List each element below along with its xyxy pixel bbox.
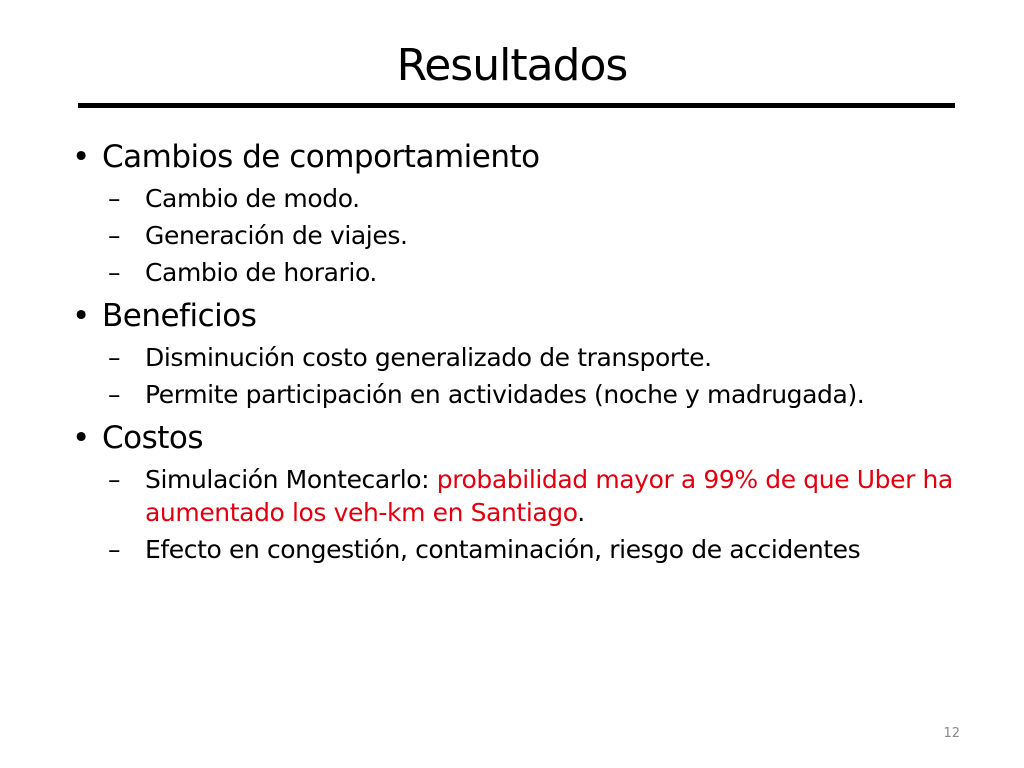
bullet-cambios-de-comportamiento bbox=[72, 136, 972, 178]
sub-bullet bbox=[72, 256, 972, 289]
dash-icon: – bbox=[108, 465, 121, 494]
sub-bullet bbox=[72, 463, 972, 529]
section-heading: Beneficios bbox=[102, 298, 257, 334]
bullet-icon: • bbox=[72, 298, 90, 334]
text-prefix: Simulación Montecarlo: bbox=[145, 465, 437, 494]
bullet-icon: • bbox=[72, 139, 90, 175]
dash-icon: – bbox=[108, 380, 121, 409]
section-heading: Cambios de comportamiento bbox=[102, 139, 540, 175]
slide-title: Resultados bbox=[396, 40, 628, 91]
text-suffix: . bbox=[577, 498, 585, 527]
sub-bullet bbox=[72, 378, 972, 411]
sub-bullet bbox=[72, 533, 972, 566]
bullet-beneficios bbox=[72, 295, 972, 337]
sub-bullet-text: Cambio de modo. bbox=[145, 184, 360, 213]
section-heading: Costos bbox=[102, 420, 204, 456]
title-underline bbox=[78, 103, 955, 108]
bullet-icon: • bbox=[72, 420, 90, 456]
sub-bullet-text: Permite participación en actividades (noche y madrugada). bbox=[145, 380, 865, 409]
dash-icon: – bbox=[108, 343, 121, 372]
sub-bullet-text: Generación de viajes. bbox=[145, 221, 408, 250]
dash-icon: – bbox=[108, 258, 121, 287]
bullet-costos bbox=[72, 417, 972, 459]
dash-icon: – bbox=[108, 184, 121, 213]
dash-icon: – bbox=[108, 221, 121, 250]
page-number: 12 bbox=[943, 726, 960, 741]
dash-icon: – bbox=[108, 535, 121, 564]
highlighted-text: probabilidad mayor a 99% de que Uber ha aumentado los veh-km en Santiago bbox=[145, 465, 953, 527]
sub-bullet-text bbox=[145, 465, 953, 527]
sub-bullet bbox=[72, 182, 972, 215]
sub-bullet bbox=[72, 219, 972, 252]
slide-content bbox=[72, 130, 972, 566]
sub-bullet-text: Disminución costo generalizado de transporte. bbox=[145, 343, 712, 372]
sub-bullet-text: Efecto en congestión, contaminación, riesgo de accidentes bbox=[145, 535, 861, 564]
sub-bullet bbox=[72, 341, 972, 374]
sub-bullet-text: Cambio de horario. bbox=[145, 258, 377, 287]
